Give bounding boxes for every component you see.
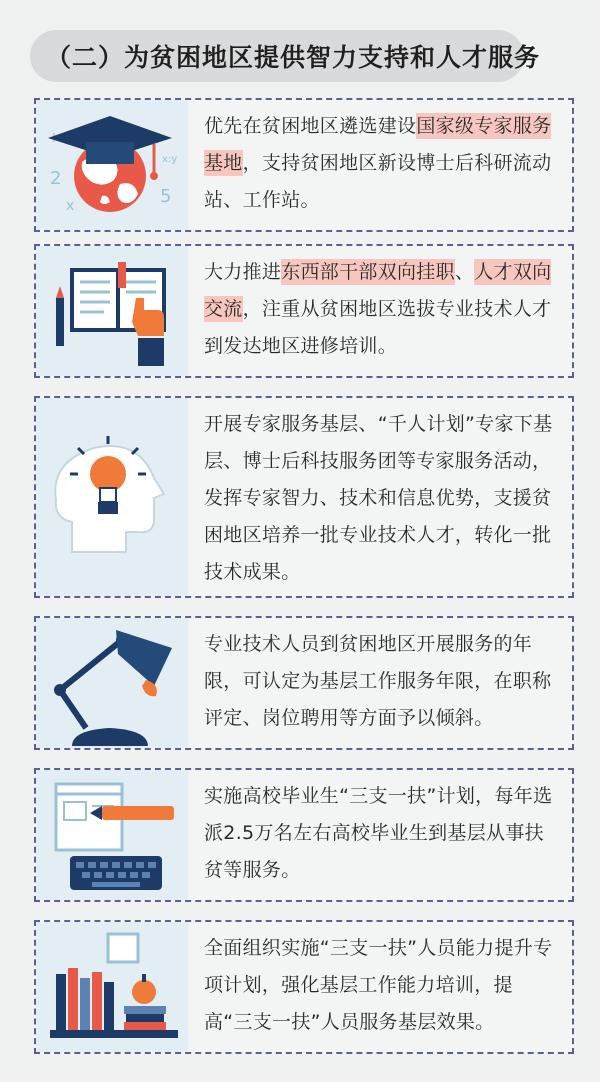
body-text: 优先在贫困地区遴选建设 (204, 115, 417, 137)
card-text (204, 626, 558, 737)
svg-text:x:y: x:y (162, 154, 178, 165)
svg-text:5: 5 (160, 186, 172, 207)
card-expert-base (34, 98, 574, 232)
card-text (204, 406, 558, 591)
body-text: 、 (454, 261, 475, 283)
body-text: 专业技术人员到贫困地区开展服务的年限，可认定为基层工作服务年限，在职称评定、岗位聘用等方面予以倾斜。 (204, 633, 552, 729)
body-text: 全面组织实施“三支一扶”人员能力提升专项计划，强化基层工作能力培训，提高“三支一扶”人员服务基层效果。 (204, 937, 553, 1033)
body-text: 大力推进 (204, 261, 282, 283)
highlighted-text: 东西部干部双向挂职 (281, 261, 455, 283)
body-text: 实施高校毕业生“三支一扶”计划，每年选派2.5万名左右高校毕业生到基层从事扶贫等服务。 (204, 785, 553, 881)
highlighted-text: 人才双向交流 (204, 261, 552, 320)
open-book-hand-icon (36, 246, 188, 376)
card-text (204, 108, 558, 219)
bookshelf-apple-icon (36, 922, 188, 1052)
body-text: ，支持贫困地区新设博士后科研流动站、工作站。 (204, 152, 552, 211)
svg-text:2: 2 (50, 168, 62, 189)
desk-lamp-icon (36, 618, 188, 748)
head-lightbulb-icon (36, 398, 188, 596)
card-three-supports-plan (34, 768, 574, 902)
card-text (204, 254, 558, 365)
svg-text:x: x (66, 198, 75, 214)
keyboard-pen-icon (36, 770, 188, 900)
body-text: 开展专家服务基层、“千人计划”专家下基层、博士后科技服务团等专家服务活动，发挥专家智力、技术和信息优势，支援贫困地区培养一批专业技术人才，转化一批技术成果。 (204, 413, 553, 583)
card-expert-service (34, 396, 574, 598)
card-text (204, 930, 558, 1041)
section-title: （二）为贫困地区提供智力支持和人才服务 (46, 43, 541, 72)
section-title-pill (30, 30, 541, 82)
card-text (204, 778, 558, 889)
card-talent-exchange (34, 244, 574, 378)
card-service-years (34, 616, 574, 750)
highlighted-text: 国家级专家服务基地 (204, 115, 552, 174)
graduation-cap-globe-icon (36, 100, 188, 230)
body-text: ，注重从贫困地区选拔专业技术人才到发达地区进修培训。 (204, 298, 552, 357)
card-capacity-improvement (34, 920, 574, 1054)
